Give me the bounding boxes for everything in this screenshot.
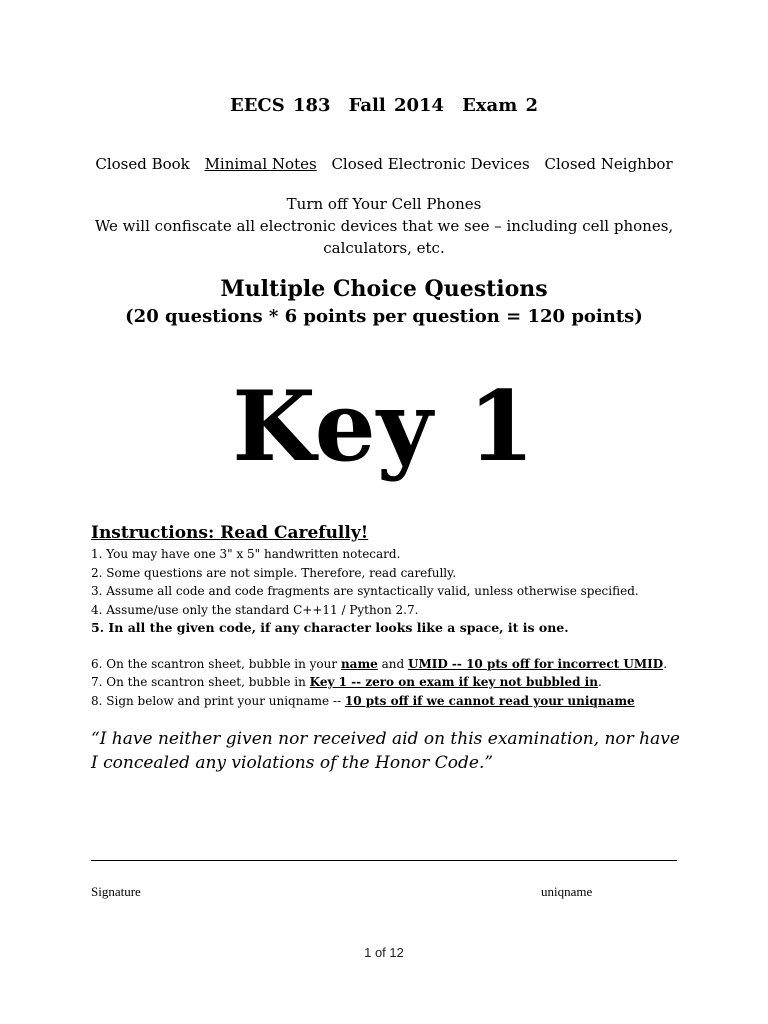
honor-pledge: “I have neither given nor received aid on this examination, nor have I concealed any violations of the Honor Code.” <box>91 729 680 773</box>
signature-line <box>91 860 677 861</box>
instruction-text: 8. Sign below and print your uniqname -- <box>91 693 345 708</box>
instruction-emphasis: 10 pts off if we cannot read your uniqname <box>344 693 635 708</box>
instruction-emphasis: UMID -- 10 pts off for incorrect UMID <box>407 656 664 671</box>
notice-line-1: Turn off Your Cell Phones <box>286 195 482 213</box>
instruction-text: and <box>377 656 408 671</box>
exam-title <box>0 95 768 116</box>
instruction-item: 1. You may have one 3" x 5" handwritten notecard. <box>91 547 401 561</box>
exam-rules <box>0 155 768 173</box>
instruction-emphasis: Key 1 -- zero on exam if key not bubbled in <box>309 675 598 689</box>
instruction-text: 7. On the scantron sheet, bubble in <box>91 675 310 689</box>
instruction-item: 2. Some questions are not simple. Therefore, read carefully. <box>91 565 457 580</box>
instruction-item: 5. In all the given code, if any character looks like a space, it is one. <box>91 620 569 635</box>
instruction-item <box>91 655 711 674</box>
exam-term: Fall 2014 <box>348 95 445 116</box>
instruction-item: 4. Assume/use only the standard C++11 / Python 2.7. <box>91 602 419 617</box>
instruction-text: . <box>597 675 602 689</box>
page-number: 1 of 12 <box>364 945 404 960</box>
uniqname-label: uniqname <box>541 884 593 899</box>
rule-minimal-notes: Minimal Notes <box>204 155 317 173</box>
instruction-text: . <box>663 656 668 671</box>
instruction-emphasis: name <box>340 656 378 671</box>
notice-line-2: We will confiscate all electronic devices that we see – including cell phones, <box>94 217 674 235</box>
instruction-item <box>91 692 711 711</box>
instruction-item: 3. Assume all code and code fragments are syntactically valid, unless otherwise specified. <box>91 584 639 598</box>
rule-closed-neighbor: Closed Neighbor <box>544 155 673 173</box>
cell-phone-notice <box>0 193 768 259</box>
exam-key-label: Key 1 <box>232 370 536 483</box>
section-heading: Multiple Choice Questions <box>220 276 548 302</box>
notice-line-3: calculators, etc. <box>323 239 445 257</box>
instructions-list <box>91 545 711 710</box>
instruction-text: 6. On the scantron sheet, bubble in your <box>91 656 341 671</box>
signature-label: Signature <box>91 884 141 899</box>
section-points: (20 questions * 6 points per question = 120 points) <box>125 306 643 327</box>
rule-closed-book: Closed Book <box>95 155 190 173</box>
course-name: EECS 183 <box>229 95 331 116</box>
exam-number: Exam 2 <box>462 95 539 116</box>
instructions-title: Instructions: Read Carefully! <box>91 523 369 543</box>
instruction-item <box>91 673 711 692</box>
rule-closed-devices: Closed Electronic Devices <box>331 155 530 173</box>
